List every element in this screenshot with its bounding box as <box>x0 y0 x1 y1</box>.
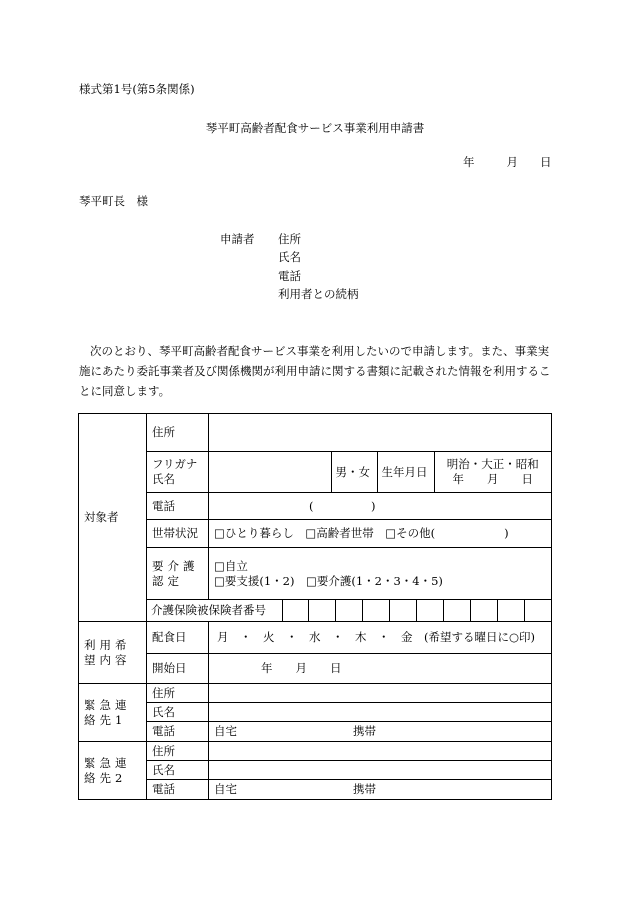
emergency1-name-field[interactable] <box>209 703 552 722</box>
subject-header: 対象者 <box>79 414 147 622</box>
applicant-address-label: 住所 <box>278 232 301 246</box>
subject-name-label-cell <box>147 452 209 493</box>
insurance-digit-box[interactable] <box>390 600 417 621</box>
care-level-label: 要介護認定 <box>147 548 209 600</box>
subject-name-field[interactable] <box>209 452 331 492</box>
applicant-relationship-label: 利用者との続柄 <box>278 287 359 301</box>
insurance-digit-box[interactable] <box>416 600 443 621</box>
care-option-support[interactable]: □要支援(1・2) □要介護(1・2・3・4・5) <box>214 573 443 588</box>
subject-phone-field[interactable] <box>209 493 552 520</box>
addressee: 琴平町長 様 <box>79 194 148 208</box>
insurance-digit-box[interactable] <box>309 600 336 621</box>
emergency1-address-field[interactable] <box>209 684 552 703</box>
gender-choice[interactable]: 男・女 <box>331 452 377 492</box>
emergency2-name-label: 氏名 <box>147 761 209 780</box>
insurance-digit-box[interactable] <box>282 600 309 621</box>
subject-address-label: 住所 <box>147 414 209 452</box>
application-table <box>78 413 552 800</box>
date-day-label: 日 <box>540 155 552 169</box>
emergency1-name-label: 氏名 <box>147 703 209 722</box>
subject-address-field[interactable] <box>209 414 552 452</box>
document-title: 琴平町高齢者配食サービス事業利用申請書 <box>205 121 425 135</box>
birthdate-label: 生年月日 <box>377 452 434 492</box>
care-option-independent[interactable]: □自立 <box>214 558 248 573</box>
consent-paragraph: 次のとおり、琴平町高齢者配食サービス事業を利用したいので申請します。また、事業実施にあたり委託事業者及び関係機関が利用申請に関する書類に記載された情報を利用することに同意します。 <box>79 344 551 398</box>
household-options[interactable]: □ひとり暮らし □高齢者世帯 □その他( ) <box>209 520 552 548</box>
era-options: 明治・大正・昭和 <box>446 457 539 471</box>
date-year-label: 年 <box>463 155 475 169</box>
applicant-label: 申請者 <box>220 232 255 246</box>
furigana-label: フリガナ <box>152 457 198 471</box>
care-level-options[interactable] <box>209 548 552 600</box>
start-date-label: 開始日 <box>147 654 209 684</box>
usage-header: 利用希望内容 <box>79 622 147 684</box>
weekday-options[interactable]: 月 ・ 火 ・ 水 ・ 木 ・ 金 (希望する曜日に○印) <box>209 622 552 654</box>
insurance-digit-box[interactable] <box>470 600 497 621</box>
applicant-name-label: 氏名 <box>278 250 301 264</box>
phone-paren: ( ) <box>309 498 376 513</box>
emergency2-phone-field[interactable] <box>209 780 552 800</box>
subject-phone-label: 電話 <box>147 493 209 520</box>
emergency1-phone-label: 電話 <box>147 722 209 742</box>
date-line <box>463 154 552 170</box>
emergency2-name-field[interactable] <box>209 761 552 780</box>
emergency1-header: 緊急連絡先1 <box>79 684 147 742</box>
insurance-number-row <box>147 600 552 622</box>
meal-days-label: 配食日 <box>147 622 209 654</box>
subject-name-label: 氏名 <box>152 472 175 486</box>
insurance-digit-box[interactable] <box>363 600 390 621</box>
household-label: 世帯状況 <box>147 520 209 548</box>
emergency2-address-label: 住所 <box>147 742 209 761</box>
start-date-field[interactable] <box>209 654 552 684</box>
birthdate-field[interactable] <box>434 452 551 492</box>
emergency1-mobile-label: 携帯 <box>353 724 376 738</box>
insurance-number-label: 介護保険被保険者番号 <box>147 600 282 621</box>
insurance-digit-box[interactable] <box>497 600 524 621</box>
insurance-digit-box[interactable] <box>336 600 363 621</box>
emergency2-mobile-label: 携帯 <box>353 782 376 796</box>
emergency2-address-field[interactable] <box>209 742 552 761</box>
insurance-digit-box[interactable] <box>443 600 470 621</box>
subject-name-row <box>209 452 552 493</box>
start-date-ymd: 年 月 日 <box>261 661 342 675</box>
emergency2-phone-label: 電話 <box>147 780 209 800</box>
insurance-digit-box[interactable] <box>524 600 551 621</box>
applicant-phone-label: 電話 <box>278 269 301 283</box>
birthdate-ymd: 年 月 日 <box>452 472 533 486</box>
form-number: 様式第1号(第5条関係) <box>79 82 195 96</box>
emergency1-phone-field[interactable] <box>209 722 552 742</box>
emergency1-home-label: 自宅 <box>214 724 237 738</box>
date-month-label: 月 <box>506 155 518 169</box>
emergency2-header: 緊急連絡先2 <box>79 742 147 800</box>
emergency2-home-label: 自宅 <box>214 782 237 796</box>
emergency1-address-label: 住所 <box>147 684 209 703</box>
